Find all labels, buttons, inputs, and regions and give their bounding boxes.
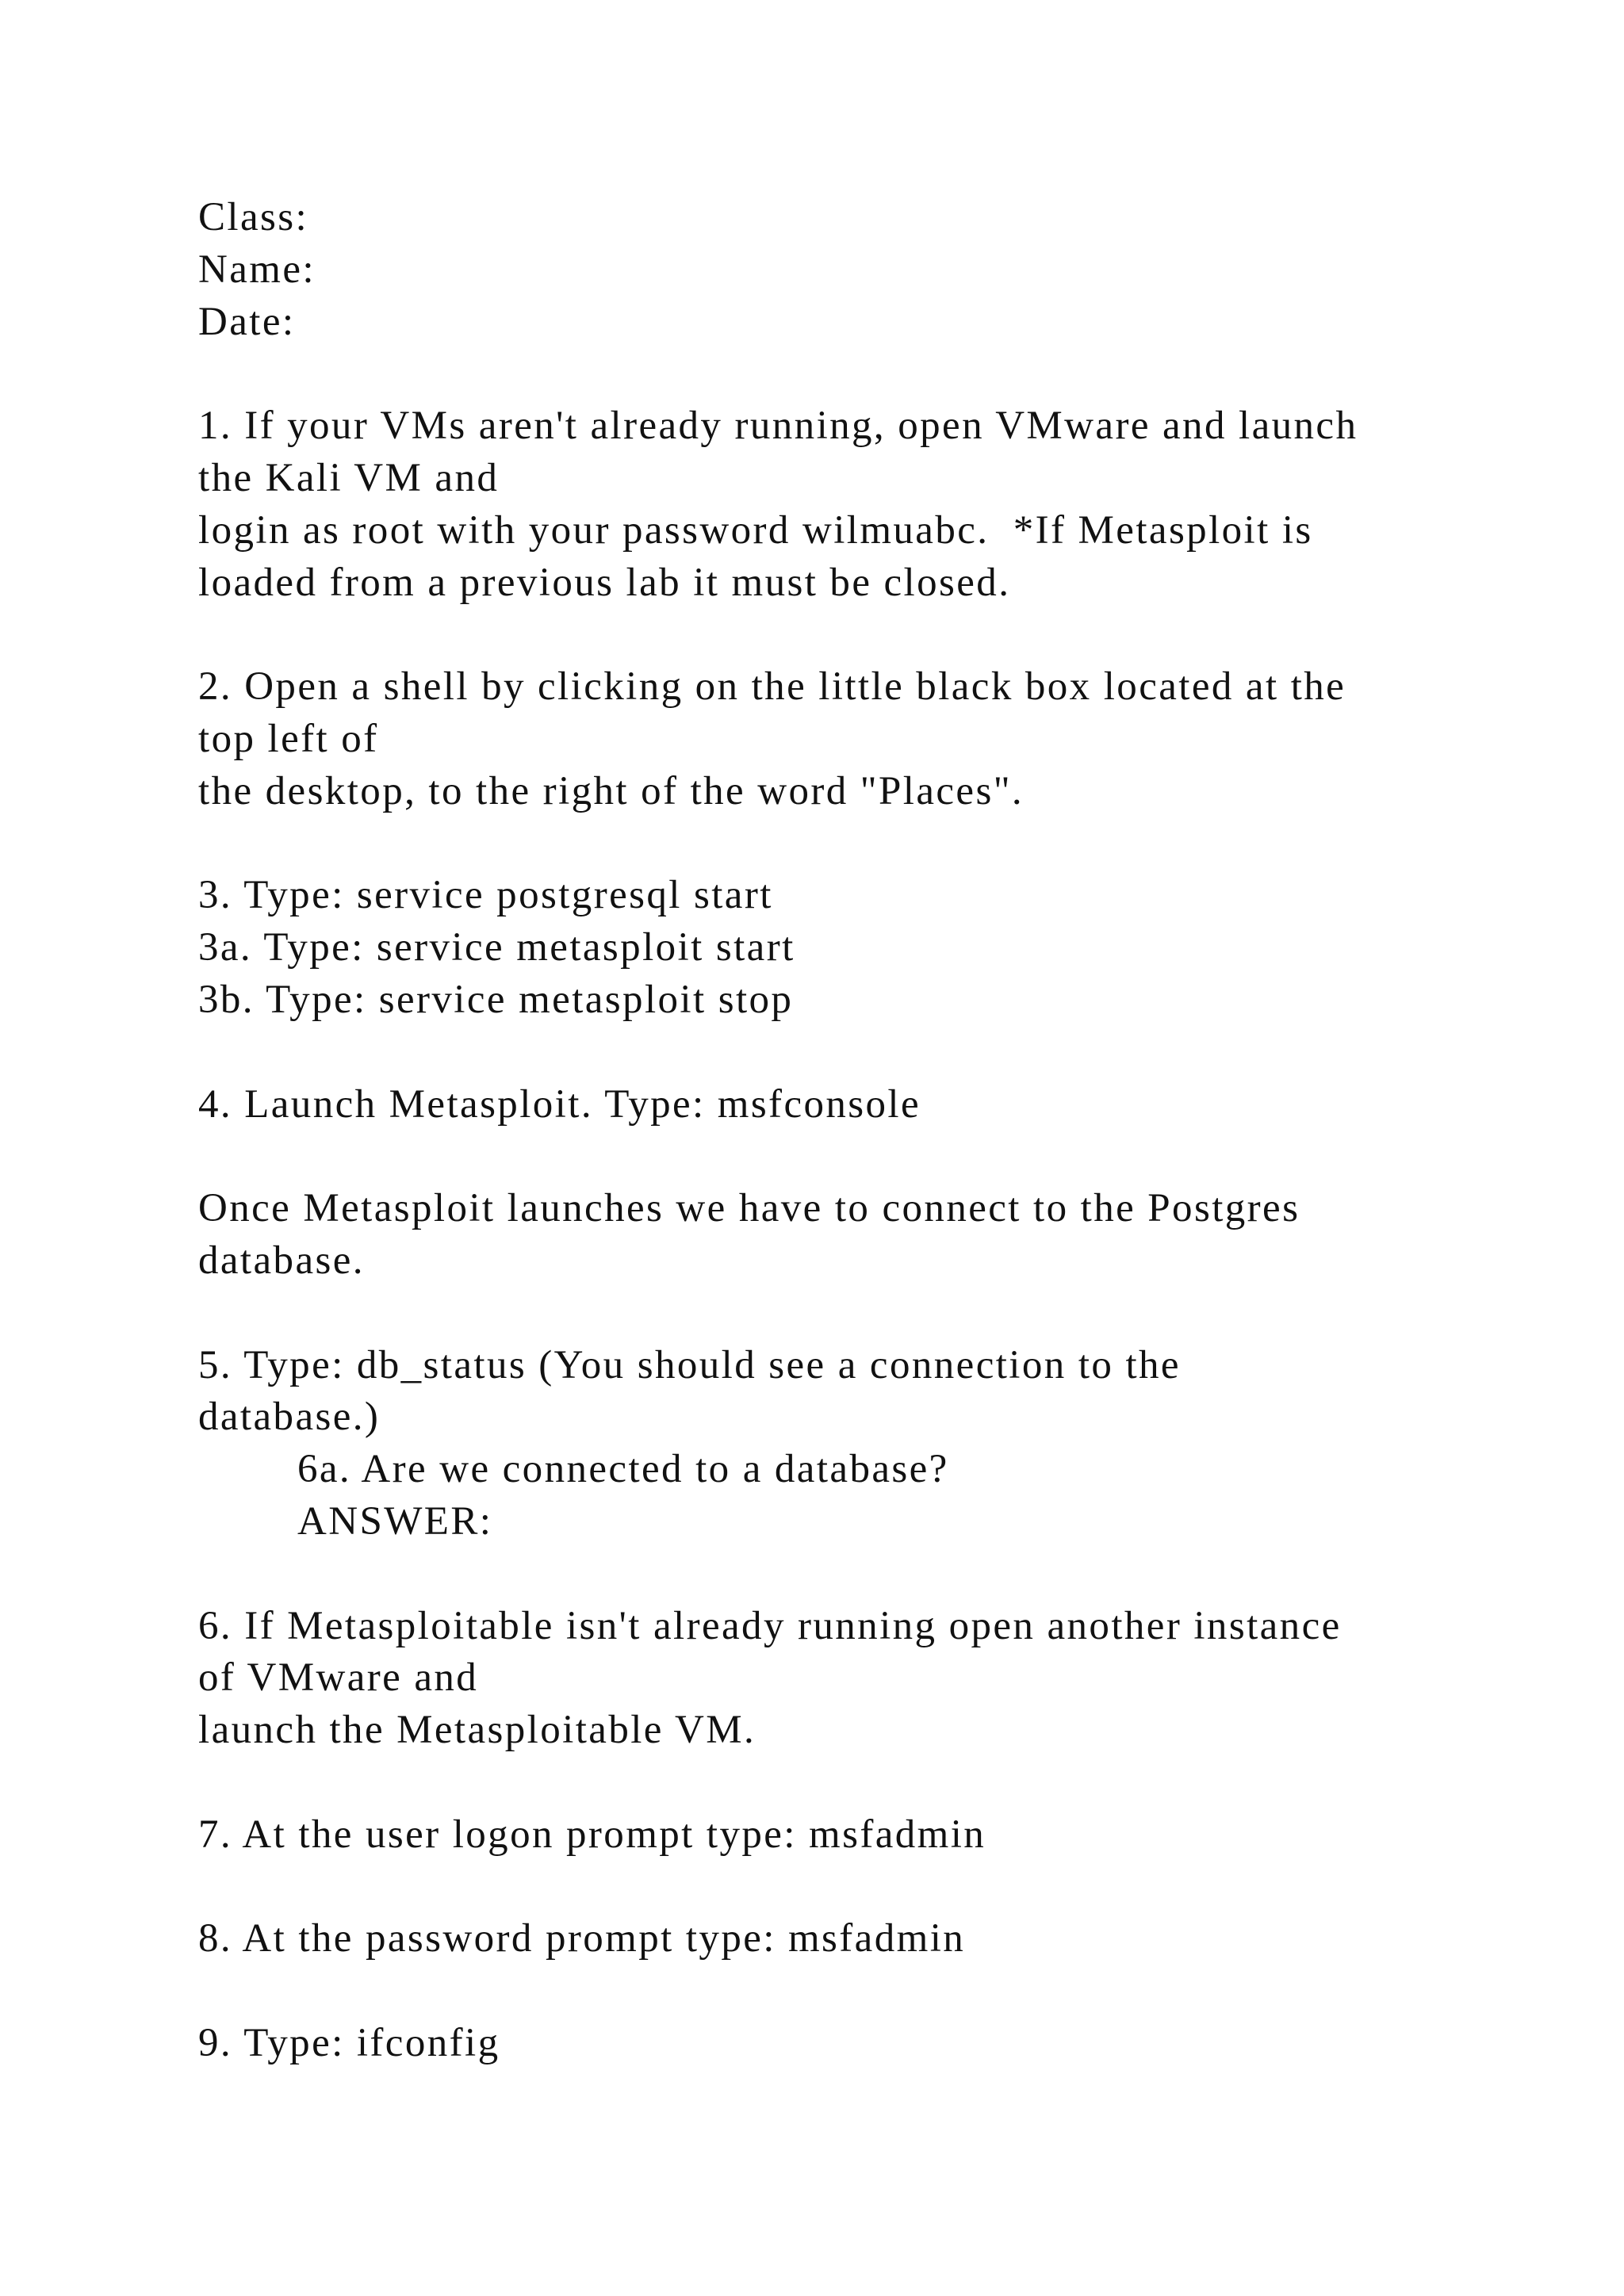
document-line: 7. At the user logon prompt type: msfadmin [198,1812,986,1857]
blank-line [198,1757,1499,1809]
document-line: 5. Type: db_status (You should see a connection to the [198,1342,1181,1387]
document-line: login as root with your password wilmuabc. *If Metasploit is [198,507,1313,553]
document-line: launch the Metasploitable VM. [198,1708,756,1753]
document-line: Name: [198,247,316,292]
blank-line [198,1965,1499,2018]
document-line: database.) [198,1395,381,1440]
document-line: loaded from a previous lab it must be closed. [198,560,1011,605]
document-line: top left of [198,716,379,761]
document-line: Class: [198,195,309,239]
document-line: of VMware and [198,1655,479,1701]
blank-line [198,1131,1499,1183]
document-line: Date: [198,299,296,344]
blank-line [198,1288,1499,1340]
document-line: ANSWER: [297,1498,493,1544]
document-line: 3. Type: service postgresql start [198,873,773,918]
document-line: 3a. Type: service metasploit start [198,925,795,970]
blank-line [198,1548,1499,1601]
document-line: the Kali VM and [198,455,500,500]
document-line: 4. Launch Metasploit. Type: msfconsole [198,1081,921,1127]
document-line: 6a. Are we connected to a database? [297,1447,949,1492]
document-line: 6. If Metasploitable isn't already running open another instance [198,1603,1342,1648]
document-line: the desktop, to the right of the word "Places". [198,768,1025,813]
blank-line [198,348,1499,400]
document-line: 8. At the password prompt type: msfadmin [198,1916,966,1961]
document-line: 9. Type: ifconfig [198,2020,500,2065]
document-line: database. [198,1238,365,1283]
blank-line [198,818,1499,871]
document-line: 2. Open a shell by clicking on the little black box located at the [198,664,1346,710]
blank-line [198,609,1499,661]
blank-line [198,1862,1499,1914]
document-line: 3b. Type: service metasploit stop [198,977,794,1022]
blank-line [198,1027,1499,1079]
document-body [198,192,1499,2070]
document-line: Once Metasploit launches we have to connect to the Postgres [198,1186,1300,1231]
document-line: 1. If your VMs aren't already running, open VMware and launch [198,404,1358,449]
